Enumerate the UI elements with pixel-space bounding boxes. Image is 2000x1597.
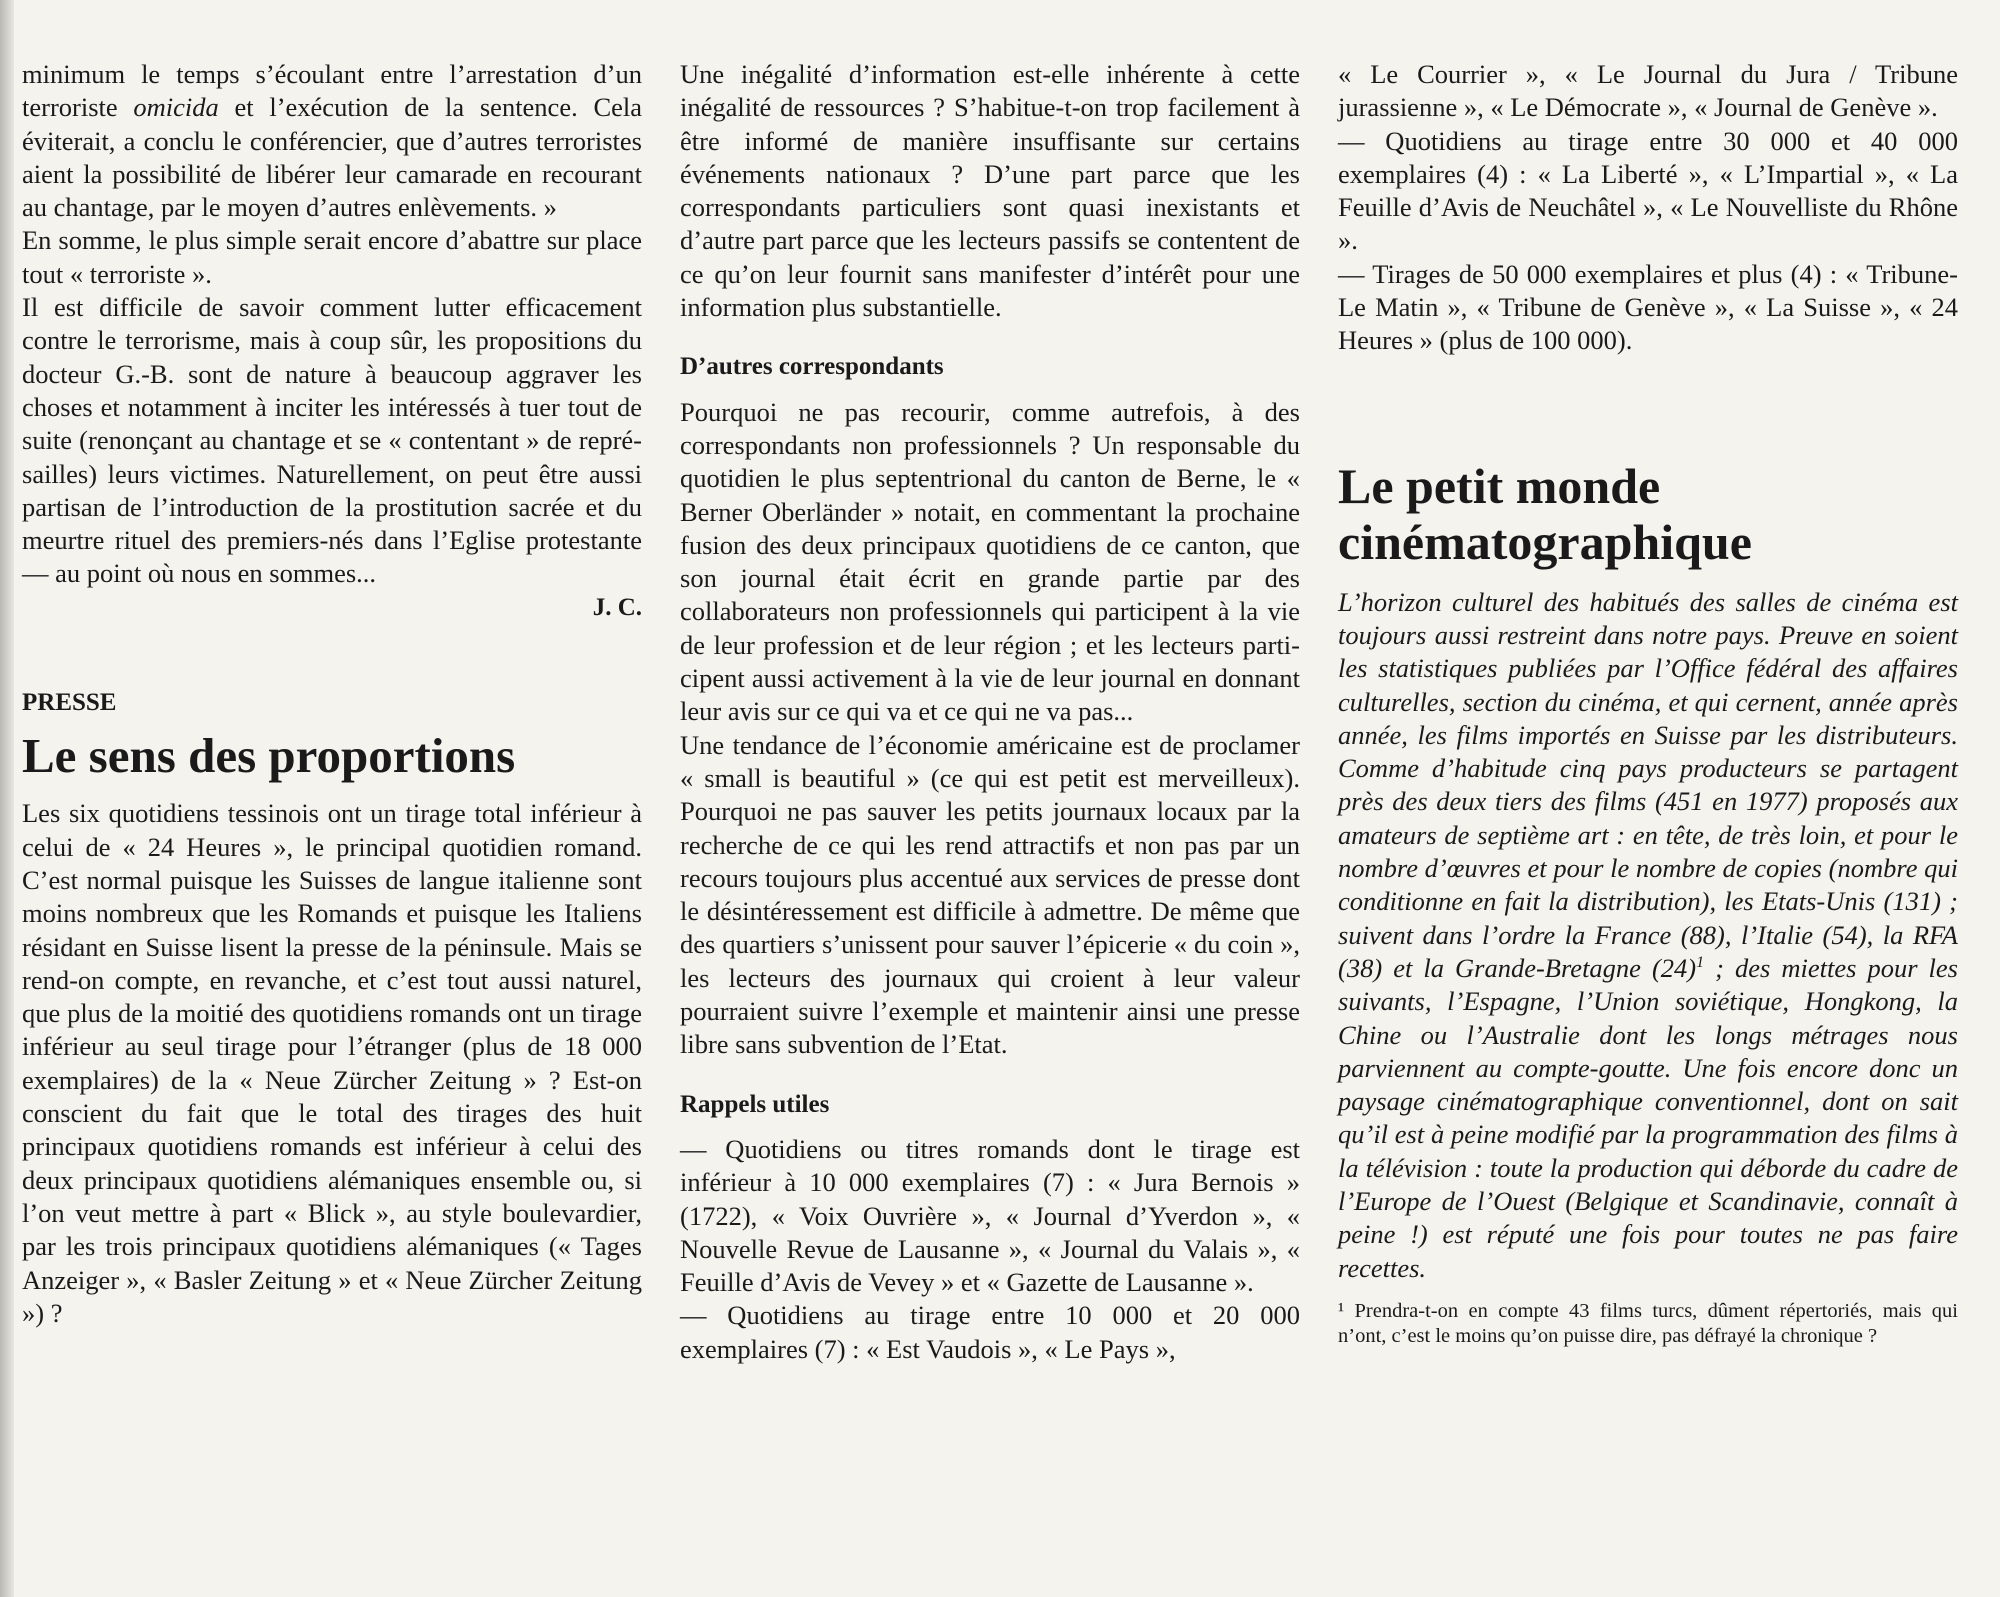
footnote: ¹ Prendra-t-on en compte 43 films turcs, dûment répertoriés, mais qui n’ont, c’est le moins qu’on puisse dire, pas défrayé la chronique ? xyxy=(1338,1299,1958,1347)
subheading: D’autres correspondants xyxy=(680,353,944,381)
paragraph: Une tendance de l’économie américaine est de proclamer « small is beautiful » (ce qui est petit est merveilleux). Pourquoi ne pas sauver les petits journaux locaux par la recherche de ce qui les rend attractifs et non pas par un recours toujours plus accentué aux services de presse dont le désintéressement est difficile à admettre. De même que des quartiers s’unissent pour sauver l’épicerie « du coin », les lecteurs des journaux qui croient à leur valeur pourraient suivre l’exemple et maintenir ainsi une presse libre sans subvention de l’Etat. xyxy=(680,729,1300,1060)
author-signature: J. C. xyxy=(592,593,642,621)
paragraph: En somme, le plus simple serait encore d’abattre sur place tout « terroriste ». xyxy=(22,225,642,289)
paragraph xyxy=(1338,586,1958,1285)
paragraph: Pourquoi ne pas recourir, comme autrefois, à des correspondants non professionnels ? Un responsable du quotidien le plus septentrional du canton de Berne, le « Berner Oberländer » notait, en commentant la prochaine fusion des deux principaux quotidiens de ce canton, que son journal était écrit en grande partie par des collaborateurs non professionnels qui participent à la vie de leur profession et de leur région ; et les lecteurs participent aussi activement à la vie de leur journal en donnant leur avis sur ce qui va et ce qui ne va pas... xyxy=(680,396,1300,727)
section-rubric: PRESSE xyxy=(22,689,117,717)
italic-term: omicida xyxy=(133,92,219,123)
scan-edge xyxy=(0,0,14,1597)
paragraph: — Quotidiens au tirage entre 10 000 et 20 000 exemplaires (7) : « Est Vaudois », « Le Pays », xyxy=(680,1300,1300,1364)
paragraph: Une inégalité d’information est-elle inhérente à cette inégalité de ressources ? S’habitue-t-on trop facilement à être informé de manière insuffisante sur certains événements nationaux ? D’une part parce que les correspondants particuliers sont quasi inexistants et d’autre part parce que les lecteurs passifs se contentent de ce qu’on leur fournit sans manifester d’intérêt pour une information plus substantielle. xyxy=(680,59,1300,323)
text-span: minimum le temps s’écoulant entre l’arrestation d’un terroriste xyxy=(22,59,642,123)
paragraph: — Quotidiens au tirage entre 30 000 et 40 000 exemplaires (4) : « La Liberté », « L’Impartial », « La Feuille d’Avis de Neuchâtel », « Le Nouvelliste du Rhône ». xyxy=(1338,125,1958,256)
article-headline: Le sens des proportions xyxy=(22,728,516,784)
article-headline: Le petit monde cinématographique xyxy=(1338,457,1752,570)
text-span: et l’exécution de la sentence. Cela éviterait, a conclu le conférencier, que d’autres terroristes aient la possibilité de libérer leur camarade en recourant au chantage, par le moyen d’autres enlèvements. » xyxy=(22,92,643,223)
column-3 xyxy=(1338,58,1958,1349)
column-2 xyxy=(680,58,1300,1366)
text-span: L’horizon culturel des habitués des salles de cinéma est toujours aussi restreint dans notre pays. Preuve en soient les statistiques publiées par l’Office fédéral des affaires culturelles, section du cinéma, et qui cernent, année après année, les films importés en Suisse par les distributeurs. Comme d’habitude cinq pays producteurs se partagent près des deux tiers des films (451 en 1977) proposés aux amateurs de septième art : en tête, de très loin, et pour le nombre d’œuvres et pour le nombre de copies (nombre qui conditionne en fait la distribution), les Etats-Unis (131) ; suivent dans l’ordre la France (88), l’Italie (54), la RFA (38) et la Grande-Bretagne (24) xyxy=(1338,586,1958,983)
paragraph: Il est difficile de savoir comment lutter efficacement contre le terrorisme, mais à coup sûr, les propositions du docteur G.-B. sont de nature à beaucoup aggraver les choses et notamment à inciter les intéressés à tuer tout de suite (renonçant au chantage et se « contentant » de représailles) leurs victimes. Naturellement, on peut être aussi partisan de l’introduction de la prostitution sacrée et du meurtre rituel des premiers-nés dans l’Eglise protestante — au point où nous en sommes... xyxy=(22,292,642,589)
subheading: Rappels utiles xyxy=(680,1090,830,1118)
paragraph: — Quotidiens ou titres romands dont le tirage est inférieur à 10 000 exemplaires (7) : « Jura Bernois » (1722), « Voix Ouvrière », « Journal d’Yverdon », « Nouvelle Revue de Lausanne », « Journal du Valais », « Feuille d’Avis de Vevey » et « Gazette de Lausanne ». xyxy=(680,1133,1300,1298)
paragraph: — Tirages de 50 000 exemplaires et plus (4) : « Tribune-Le Matin », « Tribune de Genève », « La Suisse », « 24 Heures » (plus de 100 000). xyxy=(1338,258,1958,356)
paragraph: Les six quotidiens tessinois ont un tirage total inférieur à celui de « 24 Heures », le principal quotidien romand. C’est normal puisque les Suisses de langue italienne sont moins nombreux que les Romands et puisque les Italiens résidant en Suisse lisent la presse de la péninsule. Mais se rend-on compte, en revanche, et c’est tout aussi naturel, que plus de la moitié des quotidiens romands ont un tirage inférieur au seul tirage pour l’étranger (plus de 18 000 exemplaires) de la « Neue Zürcher Zeitung » ? Est-on conscient du fait que le total des tirages des huit principaux quotidiens romands est inférieur à celui des deux principaux quotidiens alémaniques ensemble ou, si l’on veut mettre à part « Blick », au style boulevardier, par les trois principaux quotidiens alémaniques (« Tages Anzeiger », « Basler Zeitung » et « Neue Zürcher Zeitung ») ? xyxy=(22,798,642,1328)
footnote-marker: 1 xyxy=(1696,954,1705,972)
paragraph xyxy=(22,58,642,224)
paragraph: « Le Courrier », « Le Journal du Jura / Tribune jurassienne », « Le Démocrate », « Journal de Genève ». xyxy=(1338,59,1958,123)
text-span: ; des miettes pour les suivants, l’Espagne, l’Union soviétique, Hongkong, la Chine ou l’Australie dont les longs métrages nous parviennent au compte-goutte. Une fois encore donc un paysage cinématographique conventionnel, dont on sait qu’il est à peine modifié par la programmation des films à la télévision : toute la production qui déborde du cadre de l’Europe de l’Ouest (Belgique et Scandinavie, connaît à peine !) est réputé une fois pour toutes ne pas faire recettes. xyxy=(1338,952,1958,1283)
column-1 xyxy=(22,58,642,1330)
